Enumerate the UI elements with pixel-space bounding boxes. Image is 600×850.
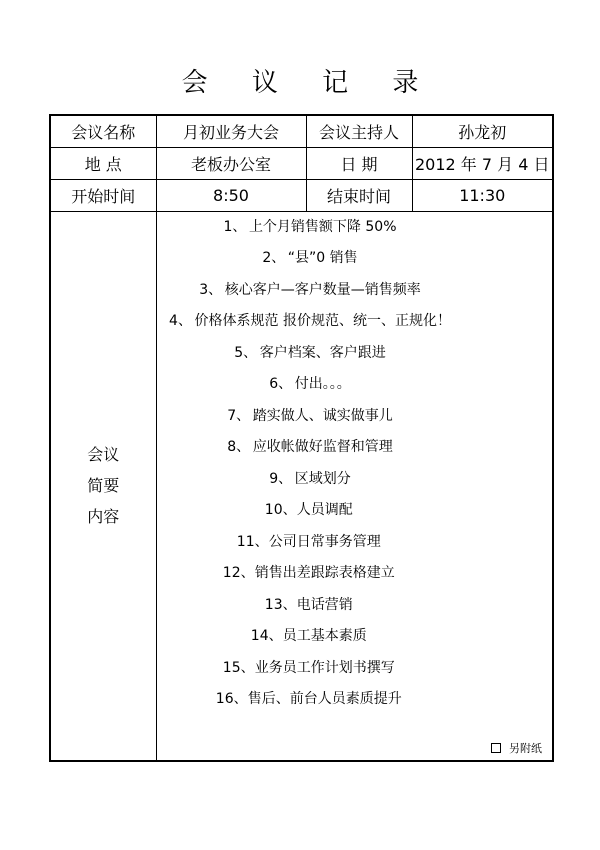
location-value: 老板办公室 [156,147,306,179]
item-text: 业务员工作计划书撰写 [254,659,395,676]
item-number: 2、 [262,250,286,266]
item-text: 付出。。。 [294,376,351,392]
item-text: 售后、前台人员素质提升 [247,691,402,707]
item-text: 踏实做人、诚实做事儿 [252,407,393,424]
list-item [167,495,451,527]
summary-label-line: 内容 [87,507,120,527]
item-text: 上个月销售额下降 50% [248,218,397,235]
item-number: 15、 [222,659,255,676]
list-item [167,401,451,433]
start-time-value: 8:50 [156,179,306,211]
location-label: 地 点 [50,147,156,179]
list-item [167,464,451,496]
item-number: 9、 [269,470,293,487]
item-number: 6、 [269,376,293,392]
item-number: 7、 [227,407,251,424]
item-number: 12、 [222,565,255,581]
list-item [167,212,451,244]
list-item [167,369,451,401]
checkbox-icon[interactable] [491,743,501,753]
meeting-name-value: 月初业务大会 [156,115,306,147]
summary-label [50,211,156,761]
end-time-label: 结束时间 [306,179,412,211]
item-text: 客户档案、客户跟进 [259,344,386,361]
list-item [167,621,451,653]
item-text: 核心客户—客户数量—销售频率 [224,281,421,298]
summary-content [156,211,553,761]
agenda-list [167,212,451,716]
list-item [167,243,451,275]
item-text: 员工基本素质 [282,628,367,644]
page-title: 会 议 记 录 [181,68,437,98]
list-item [167,306,451,338]
summary-label-line: 简要 [87,476,120,496]
end-time-value: 11:30 [412,179,553,211]
meeting-name-label: 会议名称 [50,115,156,147]
attachment-option[interactable] [491,740,542,756]
item-number: 5、 [234,344,258,361]
item-number: 1、 [223,218,247,235]
start-time-label: 开始时间 [50,179,156,211]
list-item [167,590,451,622]
list-item [167,275,451,307]
list-item [167,338,451,370]
item-text: 区域划分 [294,470,351,487]
item-text: 应收帐做好监督和管理 [252,439,393,455]
item-text: 公司日常事务管理 [268,533,381,550]
item-number: 8、 [227,439,251,455]
list-item [167,653,451,685]
item-number: 16、 [215,691,248,707]
list-item [167,527,451,559]
item-text: 电话营销 [296,596,353,613]
item-number: 13、 [264,596,297,613]
item-text: 销售出差跟踪表格建立 [254,565,395,581]
host-value: 孙龙初 [412,115,553,147]
list-item [167,684,451,716]
host-label: 会议主持人 [306,115,412,147]
date-value: 2012 年 7 月 4 日 [412,147,553,179]
item-number: 10、 [264,502,297,518]
item-number: 14、 [250,628,283,644]
item-text: “县”0 销售 [287,250,358,266]
meeting-record-table [49,114,554,762]
item-number: 4、 [169,313,192,329]
item-text: 价格体系规范 报价规范、统一、正规化！ [194,313,451,329]
item-number: 11、 [236,533,269,550]
summary-label-line: 会议 [87,445,120,465]
list-item [167,558,451,590]
date-label: 日 期 [306,147,412,179]
item-text: 人员调配 [296,502,353,518]
item-number: 3、 [199,281,223,298]
list-item [167,432,451,464]
attachment-label: 另附纸 [509,742,542,755]
